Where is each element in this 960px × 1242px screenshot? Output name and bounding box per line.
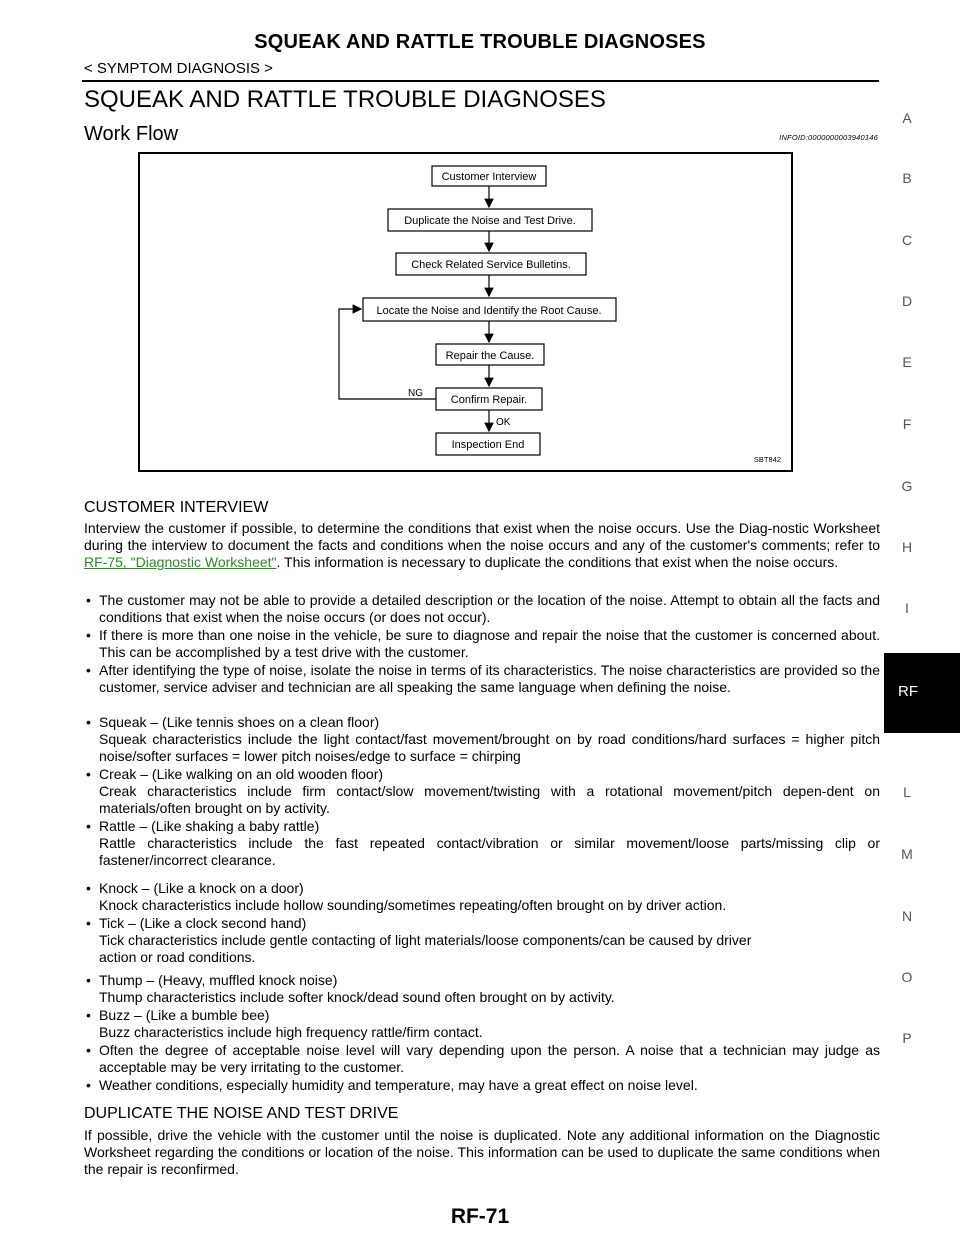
side-index-letter[interactable]: B <box>902 170 912 186</box>
step-label: Inspection End <box>451 439 525 451</box>
flowchart-svg <box>140 154 791 470</box>
customer-interview-heading: CUSTOMER INTERVIEW <box>84 499 269 516</box>
ng-loop-arrow <box>339 309 436 399</box>
list-item: • Weather conditions, especially humidity and temperature, may have a great effect on noise level. <box>86 1077 698 1093</box>
duplicate-noise-heading: DUPLICATE THE NOISE AND TEST DRIVE <box>84 1105 399 1122</box>
list-item: • Knock – (Like a knock on a door) Knock characteristics include hollow sounding/sometimes repeating/often brought on by driver action. <box>86 880 727 914</box>
intro-text-end: . This information is necessary to duplicate the conditions that exist when the noise occurs. <box>276 554 839 571</box>
list-item: • Creak – (Like walking on an old wooden floor) Creak characteristics include firm contact/slow movement/twisting with a rotational movement/pitch depen-dent on materials/often brought on by activity. <box>86 766 880 817</box>
list-item: • Buzz – (Like a bumble bee) Buzz characteristics include high frequency rattle/firm contact. <box>86 1007 483 1041</box>
list-item: • The customer may not be able to provide a detailed description or the location of the noise. Attempt to obtain all the facts and conditions that exist when the noise occurs (or does not occur). <box>86 592 880 626</box>
step-label: Locate the Noise and Identify the Root Cause. <box>376 305 602 317</box>
side-index-letter[interactable]: E <box>902 354 912 370</box>
list-item: • After identifying the type of noise, isolate the noise in terms of its characteristics. The noise characteristics are provided so the customer, service adviser and technician are all speaking the same language when defining the noise. <box>86 662 880 696</box>
page-title: SQUEAK AND RATTLE TROUBLE DIAGNOSES <box>84 86 606 113</box>
step-label: Customer Interview <box>441 171 537 183</box>
step-locate-noise <box>363 298 616 321</box>
breadcrumb: < SYMPTOM DIAGNOSIS > <box>84 60 273 77</box>
step-customer-interview <box>432 166 546 186</box>
step-label: Duplicate the Noise and Test Drive. <box>404 215 576 227</box>
side-index-letter[interactable]: I <box>905 600 909 616</box>
section-title: Work Flow <box>84 123 179 145</box>
intro-text: Interview the customer if possible, to determine the conditions that exist when the noise occurs. Use the Diag-nostic Worksheet during the interview to document the facts and conditions when the noise occurs and any of the customer's comments; refer to <box>84 520 880 554</box>
side-index-letter[interactable]: F <box>902 416 912 432</box>
duplicate-noise-text: If possible, drive the vehicle with the customer until the noise is duplicated. Note any additional information on the Diagnostic Worksheet regarding the conditions or location of the noise. This information can be used to duplicate the same conditions when the repair is reconfirmed. <box>84 1127 880 1178</box>
list-item: • Tick – (Like a clock second hand) Tick characteristics include gentle contacting of light materials/loose components/can be caused by driver action or road conditions. <box>86 915 752 966</box>
header-title: SQUEAK AND RATTLE TROUBLE DIAGNOSES <box>254 31 706 53</box>
ng-label: NG <box>408 388 423 399</box>
step-label: Confirm Repair. <box>450 394 528 406</box>
step-repair-cause <box>436 344 544 365</box>
list-item: • If there is more than one noise in the vehicle, be sure to diagnose and repair the noise that the customer is concerned about. This can be accomplished by a test drive with the customer. <box>86 627 880 661</box>
side-index-letter[interactable]: C <box>901 232 913 248</box>
side-index-letter[interactable]: O <box>901 969 913 985</box>
step-confirm-repair <box>436 388 542 410</box>
step-label: Repair the Cause. <box>445 350 535 362</box>
side-index-letter[interactable]: L <box>903 784 911 800</box>
step-check-bulletins <box>396 253 586 275</box>
diagnostic-worksheet-link[interactable]: RF-75, "Diagnostic Worksheet" <box>84 554 277 571</box>
side-index-letter[interactable]: N <box>901 908 913 924</box>
side-index-letter[interactable]: A <box>902 110 912 126</box>
list-item: • Rattle – (Like shaking a baby rattle) Rattle characteristics include the fast repeated contact/vibration or similar movement/loose parts/missing clip or fastener/incorrect clearance. <box>86 818 880 869</box>
header-divider <box>82 80 879 82</box>
page-number: RF-71 <box>450 1205 510 1228</box>
side-index-letter[interactable]: P <box>902 1030 912 1046</box>
customer-interview-intro <box>84 520 880 572</box>
side-index-letter[interactable]: G <box>901 478 913 494</box>
side-tab-label: RF <box>898 683 918 700</box>
list-item: • Often the degree of acceptable noise level will vary depending upon the person. A noise that a technician may judge as acceptable may be very irritating to the customer. <box>86 1042 880 1076</box>
list-item: • Thump – (Heavy, muffled knock noise) Thump characteristics include softer knock/dead sound often brought on by activity. <box>86 972 615 1006</box>
work-flow-diagram <box>138 152 793 472</box>
side-index-letter[interactable]: M <box>901 846 913 862</box>
side-index-letter[interactable]: D <box>901 293 913 309</box>
step-duplicate-noise <box>388 209 592 231</box>
side-index-letter[interactable]: H <box>901 539 913 555</box>
ok-label: OK <box>496 417 511 428</box>
step-label: Check Related Service Bulletins. <box>411 259 571 271</box>
list-item: • Squeak – (Like tennis shoes on a clean floor) Squeak characteristics include the light contact/fast movement/brought on by road conditions/hard surfaces = higher pitch noise/softer surfaces = lower pitch noises/edge to surface = chirping <box>86 714 880 765</box>
step-inspection-end <box>436 433 540 455</box>
side-tab-current-section[interactable] <box>884 653 960 733</box>
figure-code: SBT842 <box>753 455 781 464</box>
info-id: INFOID:0000000003940146 <box>779 133 878 142</box>
